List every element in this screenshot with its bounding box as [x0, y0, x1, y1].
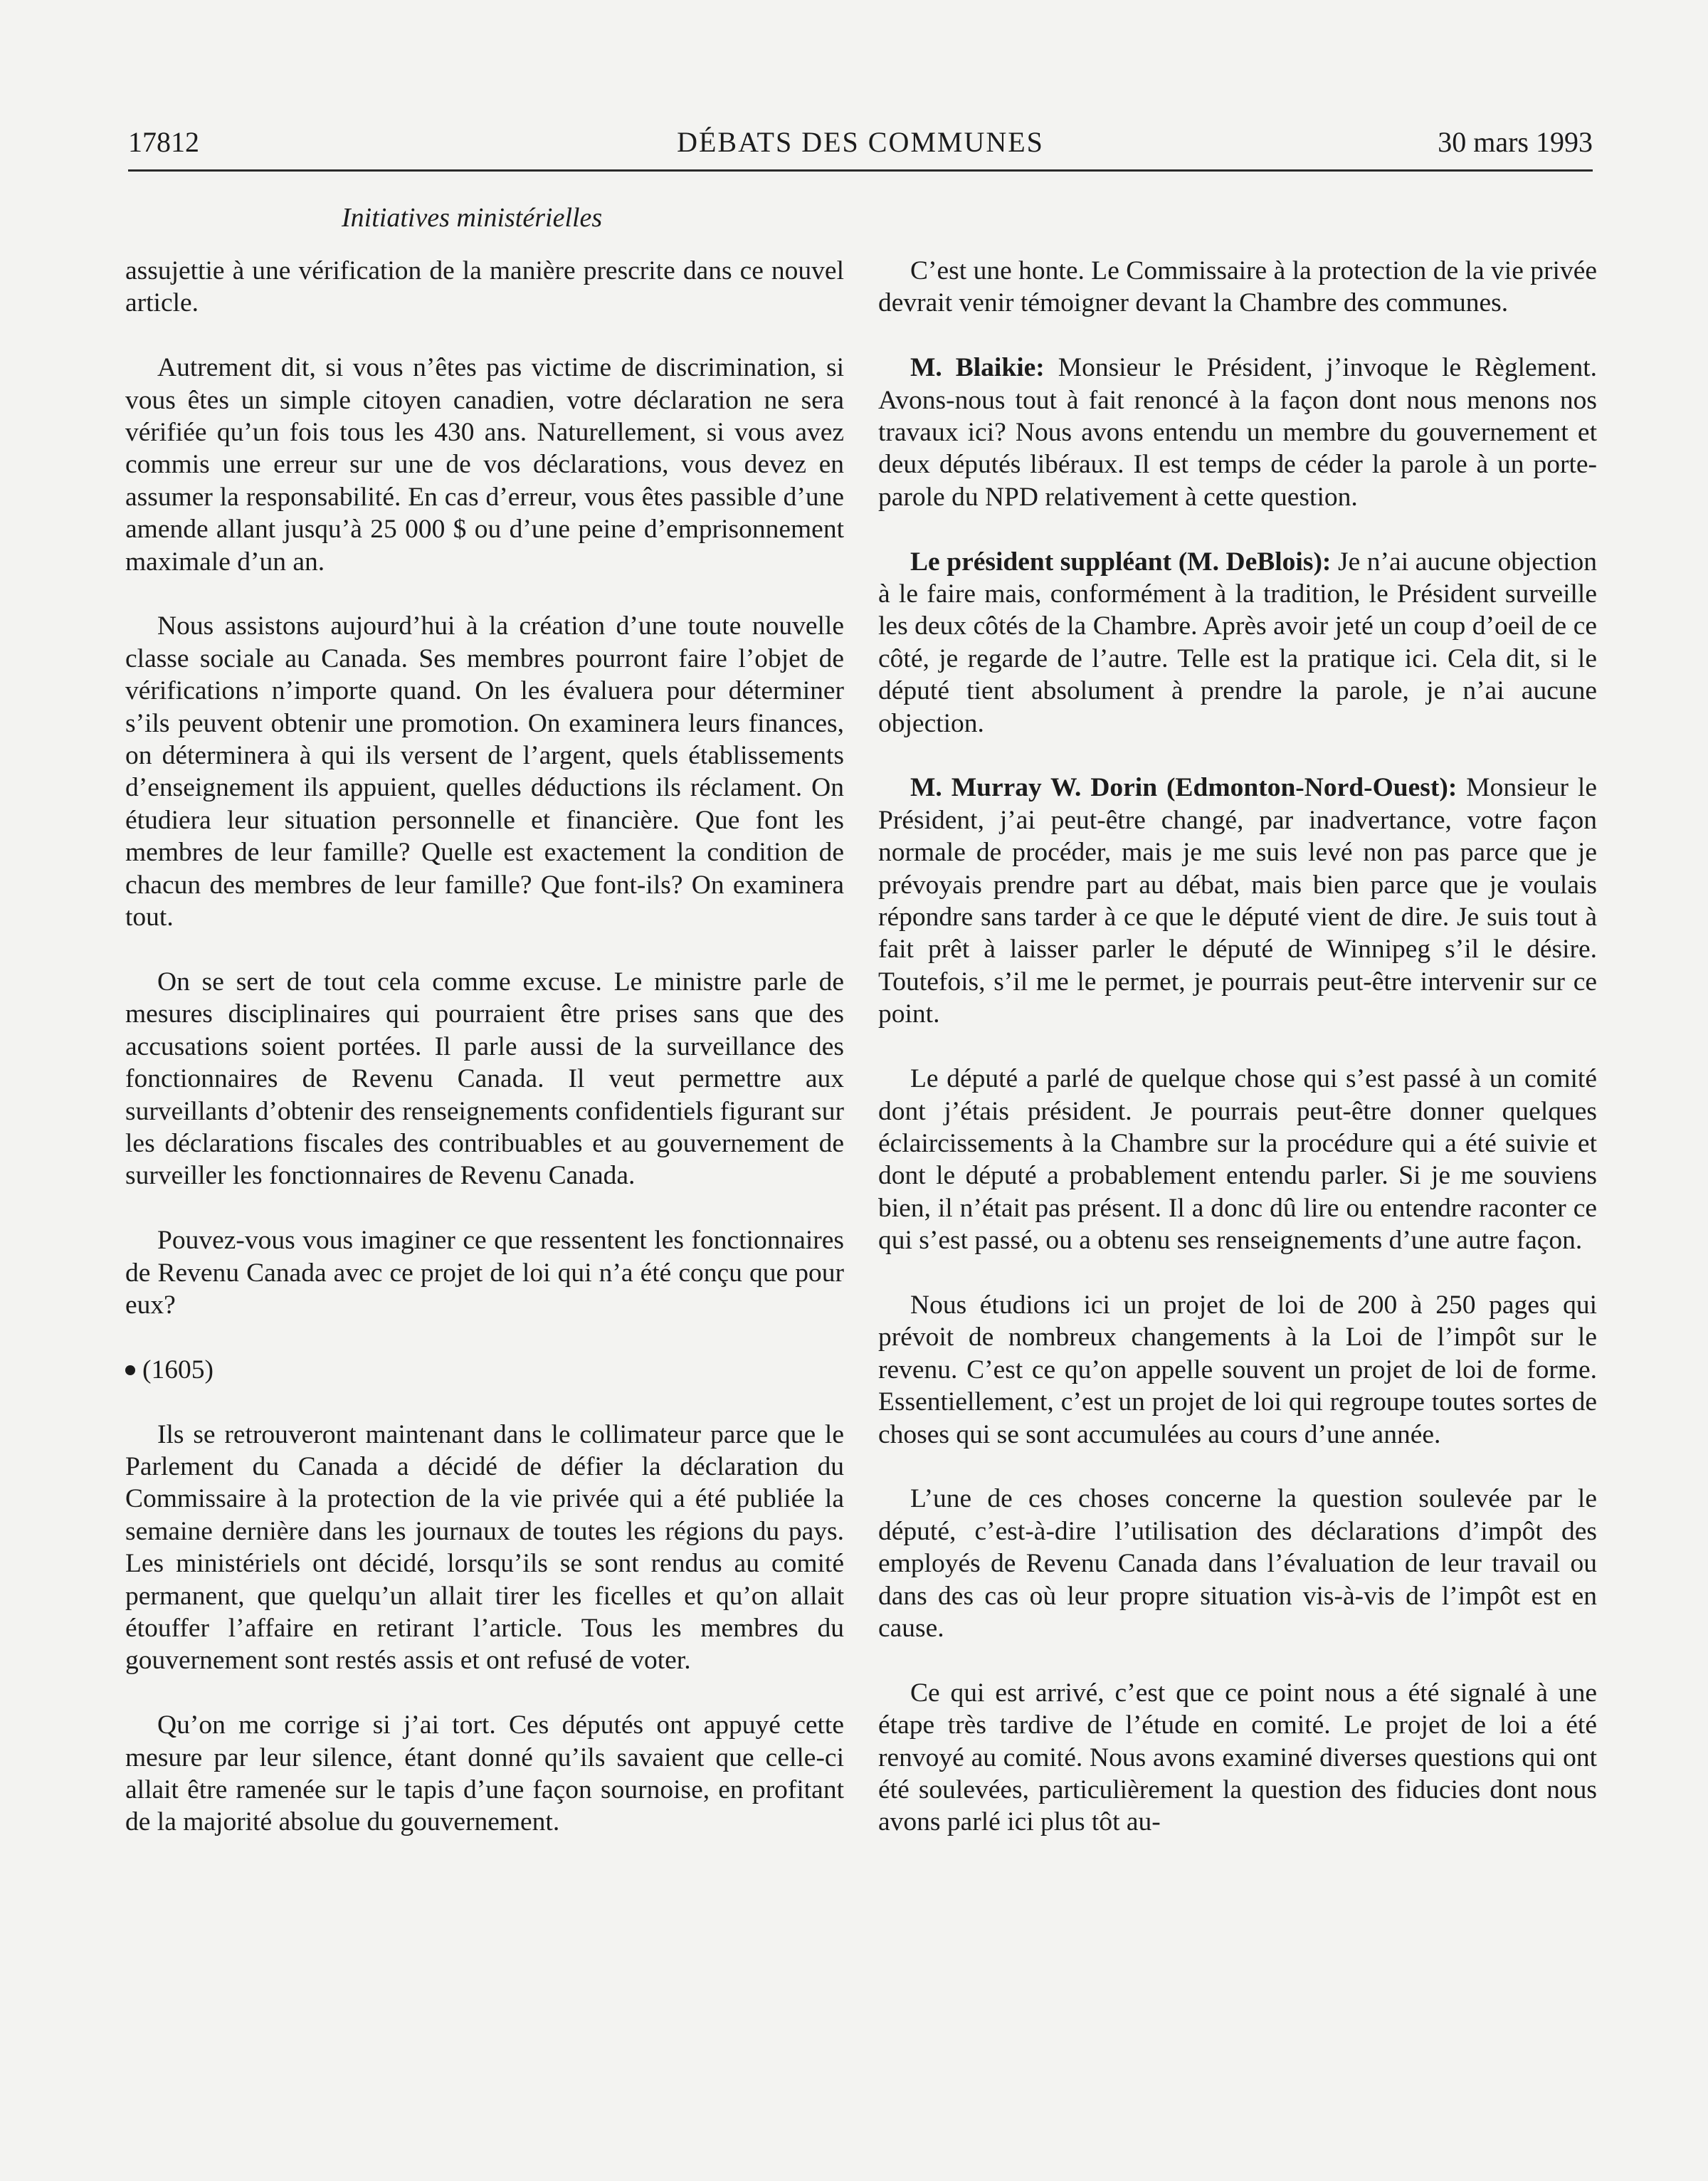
paragraph: Pouvez-vous vous imaginer ce que ressentent les fonctionnaires de Revenu Canada avec ce projet de loi qui n’a été conçu que pour eux? [125, 1226, 844, 1320]
header-rule [128, 169, 1593, 172]
paragraph: Ce qui est arrivé, c’est que ce point nous a été signalé à une étape très tardive de l’étude en comité. Le projet de loi a été renvoyé au comité. Nous avons examiné diverses questions qui ont été soulevées, particulièrement la question des fiducies dont nous avons parlé ici plus tôt au- [878, 1678, 1597, 1837]
speech-blaikie [878, 352, 1597, 513]
speech-dorin [878, 772, 1597, 1030]
speech-deblois [878, 546, 1597, 740]
paragraph: Autrement dit, si vous n’êtes pas victime de discrimination, si vous êtes un simple citoyen canadien, votre déclaration ne sera vérifiée qu’un fois tous les 430 ans. Naturellement, si vous avez commis une erreur sur une de vos déclarations, vous devez en assumer la responsabilité. En cas d’erreur, vous êtes passible d’une amende allant jusqu’à 25 000 $ ou d’une peine d’emprisonnement maximale d’un an. [125, 353, 844, 577]
speaker-name: Le président suppléant (M. DeBlois): [910, 547, 1332, 577]
speech-text: Je n’ai aucune objection à le faire mais, conformément à la tradition, le Président surveille les deux côtés de la Chambre. Après avoir jeté un coup d’oeil de ce côté, je regarde de l’autre. Telle est la pratique ici. Cela dit, si le député tient absolument à prendre la parole, je n’ai aucune objection. [878, 547, 1597, 738]
speaker-name: M. Blaikie: [910, 353, 1045, 383]
right-column [878, 255, 1597, 1871]
paragraph: Ils se retrouveront maintenant dans le collimateur parce que le Parlement du Canada a décidé de défier la déclaration du Commissaire à la protection de la vie privée qui a été publiée la semaine dernière dans les journaux de toutes les régions du pays. Les ministériels ont décidé, lorsqu’ils se sont rendus au comité permanent, que quelqu’un allait tirer les ficelles et qu’on allait étouffer l’affaire en retirant l’article. Tous les membres du gouvernement sont restés assis et ont refusé de voter. [125, 1419, 844, 1676]
page-number: 17812 [128, 126, 199, 158]
paragraph: assujettie à une vérification de la manière prescrite dans ce nouvel article. [125, 256, 844, 318]
speech-text: Monsieur le Président, j’ai peut-être changé, par inadvertance, votre façon normale de procéder, mais je me suis levé non pas parce que je prévoyais prendre part au débat, mais bien parce que je voulais répondre sans tarder à ce que le député vient de dire. Je suis tout à fait prêt à laisser parler le député de Winnipeg s’il le désire. Toutefois, s’il me le permet, je pourrais peut-être intervenir sur ce point. [878, 773, 1597, 1029]
paragraph: Le député a parlé de quelque chose qui s’est passé à un comité dont j’étais président. Je pourrais peut-être donner quelques éclaircissements à la Chambre sur la procédure qui a été suivie et dont le député a probablement entendu parler. Si je me souviens bien, il n’était pas présent. Il a donc dû lire ou entendre raconter ce qui s’est passé, ou a obtenu ses renseignements d’une autre façon. [878, 1064, 1597, 1256]
section-subheading: Initiatives ministérielles [342, 203, 603, 233]
paragraph: C’est une honte. Le Commissaire à la protection de la vie privée devrait venir témoigner devant la Chambre des communes. [878, 256, 1597, 318]
timestamp-marker [125, 1354, 844, 1386]
bullet-icon [125, 1365, 135, 1375]
speech-text: Monsieur le Président, j’invoque le Règlement. Avons-nous tout à fait renoncé à la façon dont nous menons nos travaux ici? Nous avons entendu un membre du gouvernement et deux députés libéraux. Il est temps de céder la parole à un porte-parole du NPD relativement à cette question. [878, 353, 1597, 512]
page-header [128, 125, 1593, 168]
paragraph: L’une de ces choses concerne la question soulevée par le député, c’est-à-dire l’utilisation des déclarations d’impôt des employés de Revenu Canada dans l’évaluation de leur travail ou dans des cas où leur propre situation vis-à-vis de l’impôt est en cause. [878, 1484, 1597, 1643]
paragraph: On se sert de tout cela comme excuse. Le ministre parle de mesures disciplinaires qui pourraient être prises sans que des accusations soient portées. Il parle aussi de la surveillance des fonctionnaires de Revenu Canada. Il veut permettre aux surveillants d’obtenir des renseignements confidentiels figurant sur les déclarations fiscales des contribuables et au gouvernement de surveiller les fonctionnaires de Revenu Canada. [125, 967, 844, 1191]
speaker-name: M. Murray W. Dorin (Edmonton-Nord-Ouest): [910, 773, 1457, 803]
publication-title: DÉBATS DES COMMUNES [677, 126, 1044, 158]
left-column [125, 255, 844, 1871]
issue-date: 30 mars 1993 [1438, 126, 1593, 158]
paragraph: Qu’on me corrige si j’ai tort. Ces députés ont appuyé cette mesure par leur silence, étant donné qu’ils savaient que celle-ci allait être ramenée sur le tapis d’une façon sournoise, en profitant de la majorité absolue du gouvernement. [125, 1710, 844, 1837]
timestamp: (1605) [142, 1355, 214, 1384]
paragraph: Nous étudions ici un projet de loi de 200 à 250 pages qui prévoit de nombreux changements à la Loi de l’impôt sur le revenu. C’est ce qu’on appelle souvent un projet de loi de forme. Essentiellement, c’est un projet de loi qui regroupe toutes sortes de choses qui se sont accumulées au cours d’une année. [878, 1290, 1597, 1449]
paragraph: Nous assistons aujourd’hui à la création d’une toute nouvelle classe sociale au Canada. Ses membres pourront faire l’objet de vérifications n’importe quand. On les évaluera pour déterminer s’ils peuvent obtenir une promotion. On examinera leurs finances, on déterminera à qui ils versent de l’argent, quels établissements d’enseignement ils appuient, quelles déductions ils réclament. On étudiera leur situation personnelle et financière. Que font les membres de leur famille? Quelle est exactement la condition de chacun des membres de leur famille? Que font-ils? On examinera tout. [125, 611, 844, 932]
